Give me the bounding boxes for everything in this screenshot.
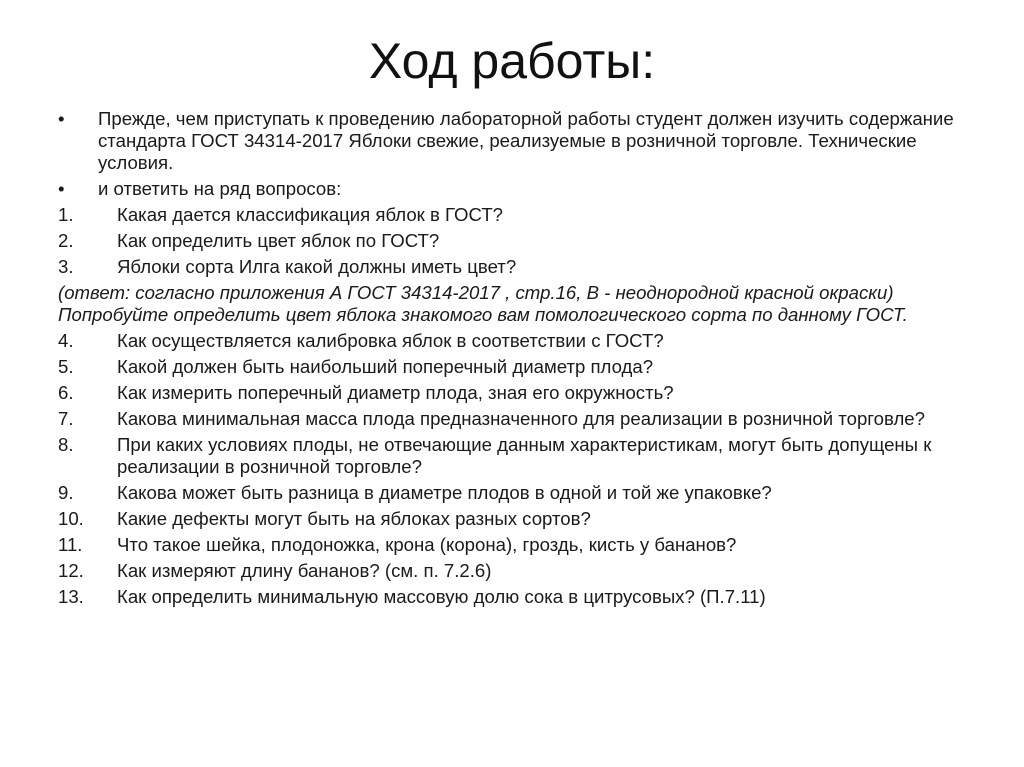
bullet-item bbox=[50, 178, 970, 200]
question-item bbox=[50, 356, 970, 378]
bullet-item bbox=[50, 108, 970, 174]
question-item bbox=[50, 330, 970, 352]
bullet-marker: • bbox=[58, 108, 65, 129]
question-item bbox=[50, 586, 970, 608]
question-item bbox=[50, 204, 970, 226]
question-text: Какие дефекты могут быть на яблоках разных сортов? bbox=[117, 508, 591, 529]
bullet-text: Прежде, чем приступать к проведению лабораторной работы студент должен изучить содержание стандарта ГОСТ 34314-2017 Яблоки свежие, реализуемые в розничной торговле. Технические условия. bbox=[98, 108, 954, 173]
question-text: Какая дается классификация яблок в ГОСТ? bbox=[117, 204, 504, 225]
question-text: Как определить минимальную массовую долю сока в цитрусовых? (П.7.11) bbox=[117, 586, 766, 607]
question-number: 12. bbox=[58, 560, 84, 581]
question-text: Яблоки сорта Илга какой должны иметь цвет? bbox=[117, 256, 517, 277]
question-text: При каких условиях плоды, не отвечающие данным характеристикам, могут быть допущены к реализации в розничной торговле? bbox=[117, 434, 932, 477]
question-number: 8. bbox=[58, 434, 74, 455]
question-number: 1. bbox=[58, 204, 74, 225]
question-text: Какова минимальная масса плода предназначенного для реализации в розничной торговле? bbox=[117, 408, 925, 429]
question-number: 3. bbox=[58, 256, 74, 277]
question-text: Какова может быть разница в диаметре плодов в одной и той же упаковке? bbox=[117, 482, 772, 503]
slide-title: Ход работы: bbox=[368, 33, 656, 89]
question-item bbox=[50, 534, 970, 556]
question-text: Как измеряют длину бананов? (см. п. 7.2.6) bbox=[117, 560, 492, 581]
bullet-marker: • bbox=[58, 178, 65, 199]
question-number: 9. bbox=[58, 482, 74, 503]
question-item bbox=[50, 560, 970, 582]
question-text: Как осуществляется калибровка яблок в соответствии с ГОСТ? bbox=[117, 330, 664, 351]
question-item bbox=[50, 434, 970, 478]
question-number: 6. bbox=[58, 382, 74, 403]
question-number: 13. bbox=[58, 586, 84, 607]
question-number: 7. bbox=[58, 408, 74, 429]
question-text: Как определить цвет яблок по ГОСТ? bbox=[117, 230, 440, 251]
question-item bbox=[50, 230, 970, 252]
question-number: 2. bbox=[58, 230, 74, 251]
answer-note: (ответ: согласно приложения А ГОСТ 34314-2017 , стр.16, В - неоднородной красной окраски) Попробуйте определить цвет яблока знакомого вам помологического сорта по данному ГОСТ. bbox=[58, 282, 908, 325]
question-number: 10. bbox=[58, 508, 84, 529]
question-item bbox=[50, 256, 970, 278]
question-item bbox=[50, 382, 970, 404]
question-number: 4. bbox=[58, 330, 74, 351]
question-text: Что такое шейка, плодоножка, крона (корона), гроздь, кисть у бананов? bbox=[117, 534, 737, 555]
question-item bbox=[50, 408, 970, 430]
question-text: Как измерить поперечный диаметр плода, зная его окружность? bbox=[117, 382, 674, 403]
question-text: Какой должен быть наибольший поперечный диаметр плода? bbox=[117, 356, 654, 377]
question-number: 11. bbox=[58, 534, 83, 555]
question-item bbox=[50, 482, 970, 504]
bullet-text: и ответить на ряд вопросов: bbox=[98, 178, 342, 199]
question-number: 5. bbox=[58, 356, 74, 377]
slide-body bbox=[50, 108, 970, 612]
question-item bbox=[50, 508, 970, 530]
